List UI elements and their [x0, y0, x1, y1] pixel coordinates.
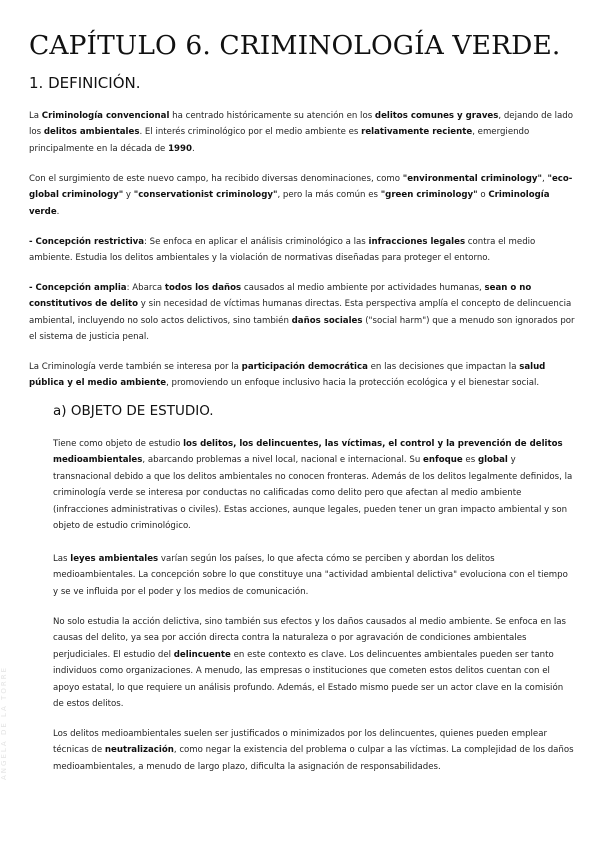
paragraph-restrictive: - Concepción restrictiva: Se enfoca en aplicar el análisis criminológico a las infracciones legales contra el medio ambiente. Estudia los delitos ambientales y la violación de normativas diseñadas para proteger el entorno.: [29, 237, 536, 264]
section-title: 1. DEFINICIÓN.: [29, 74, 141, 92]
paragraph-participation: La Criminología verde también se interesa por la participación democrática en las decisiones que impactan la salud pública y el medio ambiente, promoviendo un enfoque inclusivo hacia la protección ecológica y el bienestar social.: [29, 362, 546, 389]
paragraph-offender: No solo estudia la acción delictiva, sino también sus efectos y los daños causados al medio ambiente. Se enfoca en las causas del delito, ya sea por acción directa contra la naturaleza o por agravación de condiciones ambientales perjudiciales. El estudio del delincuente en este contexto es clave. Los delincuentes ambientales pueden ser tanto individuos como organizaciones. A menudo, las empresas o instituciones que cometen estos delitos cuentan con el apoyo estatal, lo que requiere un análisis profundo. Además, el Estado mismo puede ser un actor clave en la comisión de estos delitos.: [53, 617, 567, 710]
paragraph-object: Tiene como objeto de estudio los delitos, los delincuentes, las víctimas, el control y la prevención de delitos medioambientales, abarcando problemas a nivel local, nacional e internacional. Su enfoque es global y transnacional debido a que los delitos ambientales no conocen fronteras. Además de los delitos legalmente definidos, la criminología verde se interesa por conductas no calificadas como delito pero que afectan al medio ambiente (infracciones administrativas o civiles). Estas acciones, aunque legales, pueden tener un gran impacto ambiental y son objeto de estudio criminológico.: [53, 439, 573, 532]
watermark: ANGELA DE LA TORRE: [0, 666, 8, 780]
paragraph-neutralization: Los delitos medioambientales suelen ser justificados o minimizados por los delincuentes, quienes pueden emplear técnicas de neutralización, como negar la existencia del problema o culpar a las víctimas. La complejidad de los daños medioambientales, a menudo de largo plazo, dificulta la asignación de responsabilidades.: [53, 729, 574, 772]
paragraph-intro: La Criminología convencional ha centrado históricamente su atención en los delitos comunes y graves, dejando de lado los delitos ambientales. El interés criminológico por el medio ambiente es relativamente reciente, emergiendo principalmente en la década de 1990.: [29, 111, 573, 154]
paragraph-denominations: Con el surgimiento de este nuevo campo, ha recibido diversas denominaciones, como "environmental criminology", "eco-global criminology" y "conservationist criminology", pero la más común es "green criminology" o Criminología verde.: [29, 174, 573, 217]
paragraph-laws: Las leyes ambientales varían según los países, lo que afecta cómo se perciben y abordan los delitos medioambientales. La concepción sobre lo que constituye una "actividad ambiental delictiva" evoluciona con el tiempo y se ve influida por el poder y los medios de comunicación.: [53, 554, 568, 597]
paragraph-broad: - Concepción amplia: Abarca todos los daños causados al medio ambiente por actividades humanas, sean o no constitutivos de delito y sin necesidad de víctimas humanas directas. Esta perspectiva amplía el concepto de delincuencia ambiental, incluyendo no solo actos delictivos, sino también daños sociales ("social harm") que a menudo son ignorados por el sistema de justicia penal.: [29, 283, 575, 343]
chapter-title: CAPÍTULO 6. CRIMINOLOGÍA VERDE.: [29, 30, 561, 61]
subsection-title: a) OBJETO DE ESTUDIO.: [53, 403, 214, 419]
